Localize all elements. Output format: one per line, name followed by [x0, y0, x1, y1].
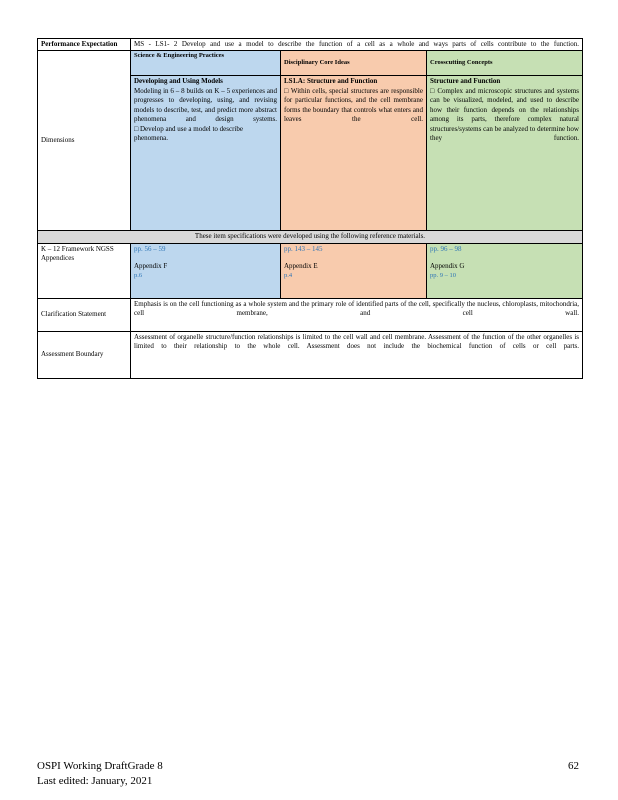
page-number: 62 [568, 760, 579, 772]
appendix-green: pp. 96 – 98 Appendix G pp. 9 – 10 [427, 243, 583, 298]
dci-title: Disciplinary Core Ideas [281, 51, 427, 76]
ccc-title: Crosscutting Concepts [427, 51, 583, 76]
sep-bullet: □ Develop and use a model to describe phenomena. [134, 124, 244, 143]
clarification-label: Clarification Statement [38, 298, 131, 331]
pe-text: MS - LS1- 2 Develop and use a model to describe the function of a cell as a whole and ways parts of cells contribute to the function. [131, 39, 583, 51]
dci-bullet: □ Within cells, special structures are responsible for particular functions, and the cell membrane forms the boundary that controls what enters and leaves the cell. [284, 86, 423, 124]
sep-body [131, 76, 281, 231]
sep-title: Science & Engineering Practices [131, 51, 281, 76]
ccc-subtitle: Structure and Function [430, 77, 501, 86]
spec-note-row [38, 231, 583, 243]
sep-text: Modeling in 6 – 8 builds on K – 5 experiences and progresses to developing, using, and revising models to describe, test, and predict more abstract phenomena and design systems. [134, 86, 277, 124]
clarification-row [38, 298, 583, 331]
footer-grade: Grade 8 [127, 760, 163, 772]
appendix-orange: pp. 143 – 145 Appendix E p.4 [281, 243, 427, 298]
dci-body [281, 76, 427, 231]
boundary-row [38, 331, 583, 378]
footer-line1: OSPI Working DraftGrade 8 [37, 760, 163, 772]
dimensions-label: Dimensions [38, 51, 131, 231]
footer-line2: Last edited: January, 2021 [37, 775, 153, 787]
performance-expectation-table [37, 38, 583, 379]
dci-subtitle: LS1.A: Structure and Function [284, 77, 378, 86]
appendices-label: K – 12 Framework NGSS Appendices [38, 243, 131, 298]
spec-note: These item specifications were developed using the following reference materials. [38, 231, 583, 243]
clarification-text: Emphasis is on the cell functioning as a whole system and the primary role of identified parts of the cell, specifically the nucleus, chloroplasts, mitochondria, cell membrane, and cell wall. [131, 298, 583, 331]
pe-row [38, 39, 583, 51]
appendix-blue: pp. 56 – 59 Appendix F p.6 [131, 243, 281, 298]
ccc-bullet: □ Complex and microscopic structures and systems can be visualized, modeled, and used to describe how their function depends on the relationships among its parts, therefore complex natural structures/systems can be analyzed to determine how they function. [430, 86, 579, 143]
ccc-body [427, 76, 583, 231]
sep-subtitle: Developing and Using Models [134, 77, 223, 86]
dimensions-header-row [38, 51, 583, 76]
boundary-label: Assessment Boundary [38, 331, 131, 378]
pe-label: Performance Expectation [38, 39, 131, 51]
appendices-row [38, 243, 583, 298]
boundary-text: Assessment of organelle structure/function relationships is limited to the cell wall and cell membrane. Assessment of the function of the other organelles is limited to their relationship to the whole cell. Assessment does not include the biochemical function of cells or cell parts. [131, 331, 583, 378]
